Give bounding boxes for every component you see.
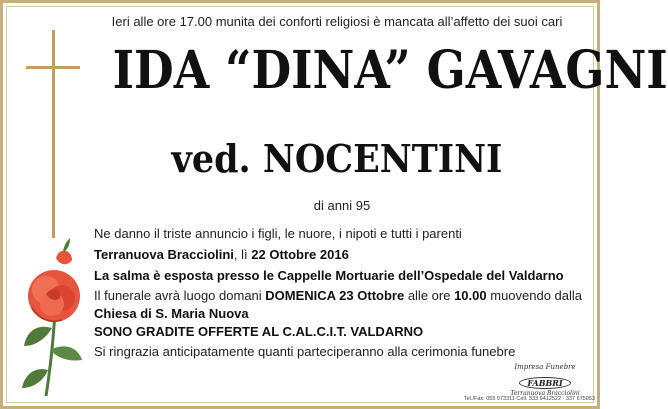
church-name: Chiesa di S. Maria Nuova — [94, 306, 249, 321]
offerings-text: SONO GRADITE OFFERTE AL C.AL.C.I.T. VALDARNO — [94, 324, 424, 339]
company-name: FABBRI — [519, 377, 570, 389]
company-phone: Tel./Fax. 055 973311 Cell. 333 9412522 - 337 675053 — [463, 396, 595, 402]
funeral-after: muovendo dalla — [486, 288, 583, 303]
deceased-married-name: ved. NOCENTINI — [171, 136, 503, 181]
company-top-text: Impresa Funebre — [514, 363, 576, 371]
announcement-line: Ne danno il triste annuncio i figli, le nuore, i nipoti e tutti i parenti — [94, 226, 462, 241]
company-location: Terranuova Bracciolini — [510, 390, 580, 397]
cross-icon — [52, 30, 55, 238]
age-text: di anni 95 — [313, 198, 371, 213]
rose-icon — [16, 238, 96, 398]
thanks-line: Si ringrazia anticipatamente quanti parteciperanno alla cerimonia funebre — [94, 344, 516, 359]
cross-icon-bar — [26, 66, 80, 69]
funeral-mid: alle ore — [404, 288, 455, 303]
offerings-line — [94, 324, 594, 339]
salma-text: La salma è esposta presso le Cappelle Mortuarie dell’Ospedale del Valdarno — [94, 268, 564, 283]
funeral-paragraph — [94, 287, 594, 323]
intro-text: Ieri alle ore 17.00 munita dei conforti religiosi è mancata all’affetto dei suoi cari — [111, 14, 563, 29]
place-date-line — [94, 247, 594, 262]
funeral-day: DOMENICA 23 Ottobre — [265, 288, 405, 303]
date-text: 22 Ottobre 2016 — [251, 247, 349, 262]
funeral-prefix: Il funerale avrà luogo domani — [94, 288, 266, 303]
date-prefix: , lì — [233, 247, 252, 262]
deceased-name: IDA “DINA” GAVAGNI — [112, 40, 668, 101]
funeral-time: 10.00 — [454, 288, 487, 303]
funeral-company-logo — [495, 363, 595, 397]
salma-line — [94, 268, 594, 283]
place-text: Terranuova Bracciolini — [94, 247, 234, 262]
